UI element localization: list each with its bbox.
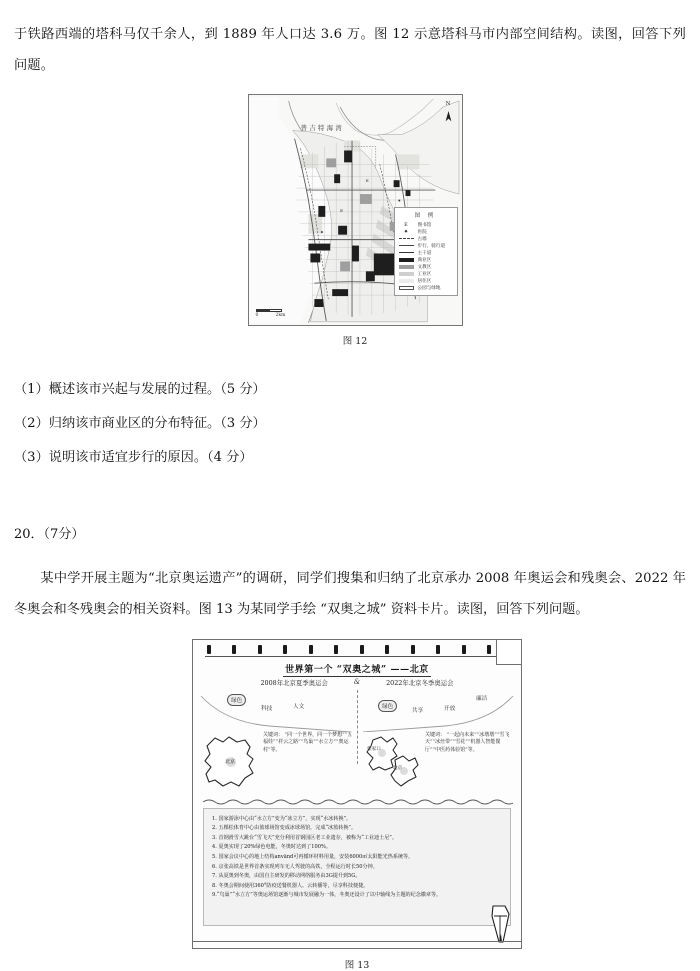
keywords-2008 [263,732,353,755]
pen-icon [489,904,515,944]
subquestion-list [14,373,686,475]
note-item: 3. 首钢滑雪大跳台“雪飞天”充分利用首钢园区老工业遗存，被称为“工业迪士尼”。 [212,834,397,841]
scale-right: 2km [275,313,286,319]
note-item: 7. 从夏奥到冬奥，由国自主研发的移动网络服务由3G提升到5G。 [212,873,361,880]
legend-label: 工业区 [417,271,432,277]
legend-label: 步行、骑行道 [417,243,446,249]
legend-item [398,228,454,235]
note-item: 1. 国家游泳中心由“水立方”变为“冰立方”，实现“水冰转换”。 [212,815,352,822]
subquestion-3: （3）说明该市适宜步行的原因。（4 分） [14,450,253,466]
legend-item [398,249,454,256]
legend-label: 文教区 [417,264,432,270]
wavy-separator-icon [203,798,513,805]
note-item: 8. 冬奥会期间使用360°防疫送餐机器人、云转播等，尽享科技便捷。 [212,882,369,889]
walk-bike-path-icon [398,245,415,246]
commercial-swatch-icon [398,258,415,262]
card-bottom-rule [193,941,521,942]
svg-text:✷: ✷ [397,198,401,204]
hospital-icon: ✷ [403,228,409,235]
legend-label: 主干道 [417,250,432,256]
map-block-2008 [197,732,355,794]
card-subtitles [193,678,521,687]
svg-text:✷: ✷ [319,230,324,236]
scale-bar [256,309,286,318]
subtitle-2022: 2022年北京冬季奥运会 [386,678,454,687]
education-swatch-icon [398,265,415,269]
keywords-2022 [425,732,515,755]
legend-label: 医院 [417,229,427,235]
north-arrow-icon [445,101,452,126]
legend-label: 图书馆 [417,222,432,228]
card-title-text: 世界第一个 “双奥之城” ——北京 [285,664,429,675]
tag-2022-4: 廉洁 [476,695,488,702]
spiral-binding-icon [207,645,491,654]
region-label-beijing: 北京 [225,758,236,765]
tag-2008-2: 科技 [261,705,273,712]
figure-13-container [14,639,686,971]
keywords-2008-title: 关键词： [263,731,284,738]
svg-text:E: E [365,178,369,184]
subtitle-connector: & [353,678,361,687]
legend-item [398,263,454,270]
tag-2022-2: 共享 [412,707,424,714]
library-icon: E [404,221,408,228]
industrial-swatch-icon [398,272,415,276]
note-item: 5. 国家会议中心的地上结构använd可再循环材料用量，安装6000㎡太阳能光热系统等。 [212,853,414,860]
legend-item [398,284,454,291]
intro-paragraph: 于铁路西端的塔科马仅千余人，到 1889 年人口达 3.6 万。图 12 示意塔科马市内部空间结构。读图，回答下列问题。 [14,27,686,74]
subtitle-2008: 2008年北京夏季奥运会 [260,678,328,687]
map-block-2022 [359,732,517,794]
north-label: N [445,101,451,108]
tag-2008-1: 绿色 [227,694,246,706]
svg-text:E: E [339,208,343,214]
legend-item [398,256,454,263]
legend-label: 商业区 [417,257,432,263]
question-20-number: 20．（7分） [14,527,85,543]
region-label-zhangjiakou: 张家口 [367,746,381,752]
center-divider [357,690,358,764]
legend-item [398,242,454,249]
park-green-swatch-icon [398,286,415,290]
keywords-2008-text: “同一个世界，同一个梦想”“五福娃”“祥云之路”“鸟巢”“水立方”“奥运村”等。 [263,731,353,753]
question-20-body: 某中学开展主题为“北京奥运遗产”的调研，同学们搜集和归纳了北京承办 2008 年奥运会和残奥会、2022 年冬奥会和冬残奥会的相关资料。图 13 为某同学手绘 “双奥之城” 资料卡片。读图，回答下列问题。 [14,570,686,617]
note-item: 6. 京张高铁是世界首条实现列车无人驾驶的高铁，全程运行时长50分钟。 [212,863,378,870]
legend-item [398,270,454,277]
legend-item [398,221,454,228]
legend-item [398,235,454,242]
legend-label: 公园与绿地 [417,285,441,291]
legend-title: 图 例 [414,213,437,220]
branch-2008 [199,692,354,732]
keywords-2022-text: “一起向未来”“冰墩墩”“雪飞天”“冰丝带”“雪花”“机器人智能餐厅”“中医药体验馆”等。 [425,731,510,753]
figure-13-caption: 图 13 [344,959,370,971]
legend-item [398,277,454,284]
figure-12-caption: 图 12 [342,336,368,348]
beijing-zhangjiakou-outline-icon [363,734,423,790]
scale-left: 0 [255,313,259,319]
figure-13-card [192,639,522,949]
legend-label: 古墙 [417,236,427,242]
note-item: 2. 五棵松体育中心由篮球场馆变成冰球场馆，完成“冰篮转换”。 [212,825,357,832]
region-label-beijing-2022: 北京 [393,765,403,771]
notes-panel [203,808,511,926]
card-title [193,662,521,675]
tag-2008-3: 人文 [293,703,305,710]
map-legend [394,207,458,296]
note-item: 9.“鸟巢”“水立方”等奥运场馆逐渐与城市发展融为一体，冬奥还设计了以中轴线为主题的纪念徽章等。 [212,892,442,899]
note-item: 4. 夏奥实现了20%绿色电能，冬奥时达到了100%。 [212,844,331,851]
legend-label: 居住区 [417,278,432,284]
residential-swatch-icon [398,279,415,283]
bay-label: 普吉特海湾 [300,124,344,133]
subquestion-2: （2）归纳该市商业区的分布特征。（3 分） [14,416,266,432]
subquestion-1: （1）概述该市兴起与发展的过程。（5 分） [14,382,266,398]
main-road-icon [398,252,415,253]
old-wall-icon [398,238,415,239]
branch-2022 [360,692,515,732]
tag-2022-3: 开放 [444,705,456,712]
keywords-2022-title: 关键词： [425,731,446,738]
card-top-rule [205,656,509,657]
figure-12-map [248,94,463,326]
figure-12-container [14,94,686,347]
tag-2022-1: 绿色 [378,700,397,712]
